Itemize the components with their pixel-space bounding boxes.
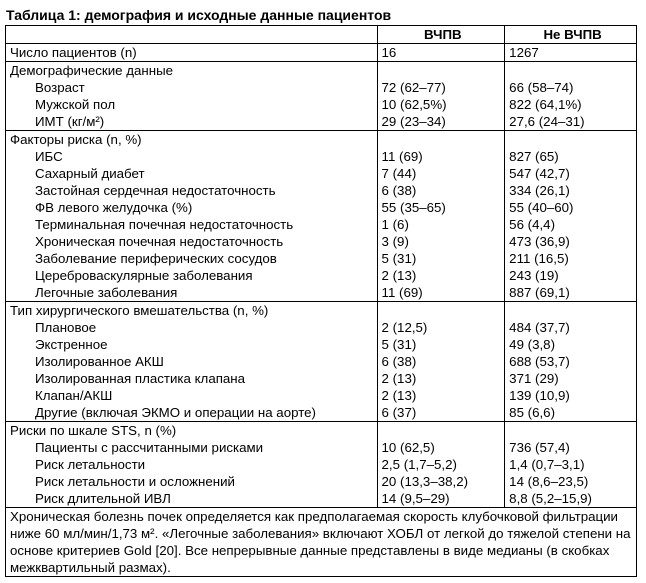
row-value: 2 (13) xyxy=(381,371,417,386)
row-value: 139 (10,9) xyxy=(509,388,570,403)
row-value: 7 (44) xyxy=(381,166,417,181)
section-label-cell xyxy=(6,131,378,302)
row-value: 6 (38) xyxy=(381,183,417,198)
row-label: Риск летальности xyxy=(35,457,146,472)
row-value: 371 (29) xyxy=(509,371,559,386)
row-value xyxy=(509,62,636,79)
table-section xyxy=(6,131,637,302)
row-value: 6 (37) xyxy=(381,405,417,420)
section-hfpv-cell xyxy=(377,62,505,131)
row-value: 736 (57,4) xyxy=(509,440,570,455)
section-non-hfpv-cell xyxy=(505,302,637,422)
row-value: 14 (8,6–23,5) xyxy=(509,474,589,489)
row-value: 29 (23–34) xyxy=(381,114,446,129)
row-label: Терминальная почечная недостаточность xyxy=(35,217,294,232)
row-label: Другие (включая ЭКМО и операции на аорте) xyxy=(35,405,316,420)
row-value: 2 (12,5) xyxy=(381,320,428,335)
row-value: 8,8 (5,2–15,9) xyxy=(509,491,592,506)
row-label: Клапан/АКШ xyxy=(35,388,113,403)
table-body xyxy=(6,44,637,508)
row-value: 211 (16,5) xyxy=(509,251,569,266)
row-value: 688 (53,7) xyxy=(509,354,570,369)
row-label: ИМТ (кг/м²) xyxy=(35,114,105,129)
section-non-hfpv-cell xyxy=(505,422,637,508)
header-cell-label xyxy=(6,26,378,44)
section-non-hfpv-cell xyxy=(505,44,637,62)
row-value: 1,4 (0,7–3,1) xyxy=(509,457,585,472)
row-value xyxy=(509,131,636,148)
row-value: 3 (9) xyxy=(381,234,409,249)
row-value: 20 (13,3–38,2) xyxy=(381,474,469,489)
row-value: 55 (40–60) xyxy=(509,200,574,215)
row-label: Демографические данные xyxy=(10,63,174,78)
row-value: 5 (31) xyxy=(381,337,417,352)
patient-data-table xyxy=(5,25,637,577)
section-label-cell xyxy=(6,422,378,508)
row-value: 334 (26,1) xyxy=(509,183,570,198)
row-label: Факторы риска (n, %) xyxy=(10,132,142,147)
table-title: Таблица 1: демография и исходные данные пациентов xyxy=(6,7,392,23)
row-label: Тип хирургического вмешательства (n, %) xyxy=(10,303,269,318)
row-value: 887 (69,1) xyxy=(509,285,570,300)
section-non-hfpv-cell xyxy=(505,62,637,131)
row-value: 822 (64,1%) xyxy=(509,97,582,112)
row-value: 10 (62,5) xyxy=(381,440,435,455)
row-label: Хроническая почечная недостаточность xyxy=(35,234,284,249)
row-value: 66 (58–74) xyxy=(509,80,574,95)
row-label: Число пациентов (n) xyxy=(10,45,137,60)
row-label: Экстренное xyxy=(35,337,108,352)
row-value: 1267 xyxy=(509,45,539,60)
section-label-cell xyxy=(6,302,378,422)
table-section xyxy=(6,44,637,62)
row-value: 85 (6,6) xyxy=(509,405,555,420)
row-label: ИБС xyxy=(35,149,63,164)
row-value: 49 (3,8) xyxy=(509,337,555,352)
section-hfpv-cell xyxy=(377,422,505,508)
row-label: Изолированное АКШ xyxy=(35,354,164,369)
row-value: 547 (42,7) xyxy=(509,166,570,181)
header-cell-hfpv: ВЧПВ xyxy=(377,26,505,44)
row-label: Риски по шкале STS, n (%) xyxy=(10,423,177,438)
table-section xyxy=(6,62,637,131)
row-label: Застойная сердечная недостаточность xyxy=(35,183,276,198)
row-value: 16 xyxy=(381,45,397,60)
row-value xyxy=(509,422,636,439)
section-hfpv-cell xyxy=(377,302,505,422)
row-value xyxy=(382,62,505,79)
row-label: Пациенты с рассчитанными рисками xyxy=(35,440,264,455)
row-label: Легочные заболевания xyxy=(35,285,178,300)
row-label: Плановое xyxy=(35,320,97,335)
row-value: 10 (62,5%) xyxy=(381,97,447,112)
footnote-row xyxy=(6,508,637,577)
row-value: 2 (13) xyxy=(381,268,417,283)
row-label: Риск летальности и осложнений xyxy=(35,474,235,489)
row-value: 56 (4,4) xyxy=(509,217,555,232)
row-label: Цереброваскулярные заболевания xyxy=(35,268,253,283)
row-value: 827 (65) xyxy=(509,149,559,164)
row-label: Заболевание периферических сосудов xyxy=(35,251,277,266)
row-value: 55 (35–65) xyxy=(381,200,446,215)
row-label: Мужской пол xyxy=(35,97,116,112)
row-label: Риск длительной ИВЛ xyxy=(35,491,171,506)
row-value: 5 (31) xyxy=(381,251,417,266)
row-value: 11 (69) xyxy=(381,285,423,300)
header-cell-non-hfpv: Не ВЧПВ xyxy=(505,26,637,44)
row-value: 11 (69) xyxy=(381,149,423,164)
row-label: ФВ левого желудочка (%) xyxy=(35,200,193,215)
row-value xyxy=(382,131,505,148)
section-hfpv-cell xyxy=(377,44,505,62)
section-hfpv-cell xyxy=(377,131,505,302)
footnote: Хроническая болезнь почек определяется как предполагаемая скорость клубочковой фильтрации ниже 60 мл/мин/1,73 м². «Легочные заболевания» включают ХОБЛ от легкой до тяжелой степени на основе критериев Gold [20]. Все непрерывные данные представлены в виде медианы (в скобках межквартильный размах). xyxy=(6,508,637,577)
section-label-cell xyxy=(6,44,378,62)
row-label: Сахарный диабет xyxy=(35,166,145,181)
row-value: 2,5 (1,7–5,2) xyxy=(381,457,457,472)
table-section xyxy=(6,422,637,508)
row-value: 1 (6) xyxy=(381,217,409,232)
row-value xyxy=(382,302,505,319)
table-header-row xyxy=(6,26,637,44)
row-value: 27,6 (24–31) xyxy=(509,114,585,129)
row-value: 2 (13) xyxy=(381,388,417,403)
row-value: 243 (19) xyxy=(509,268,559,283)
row-value: 14 (9,5–29) xyxy=(381,491,450,506)
section-non-hfpv-cell xyxy=(505,131,637,302)
section-label-cell xyxy=(6,62,378,131)
row-label: Изолированная пластика клапана xyxy=(35,371,246,386)
row-value: 6 (38) xyxy=(381,354,417,369)
table-section xyxy=(6,302,637,422)
row-value: 473 (36,9) xyxy=(509,234,570,249)
row-label: Возраст xyxy=(35,80,85,95)
row-value xyxy=(382,422,505,439)
row-value xyxy=(509,302,636,319)
row-value: 484 (37,7) xyxy=(509,320,570,335)
row-value: 72 (62–77) xyxy=(381,80,446,95)
